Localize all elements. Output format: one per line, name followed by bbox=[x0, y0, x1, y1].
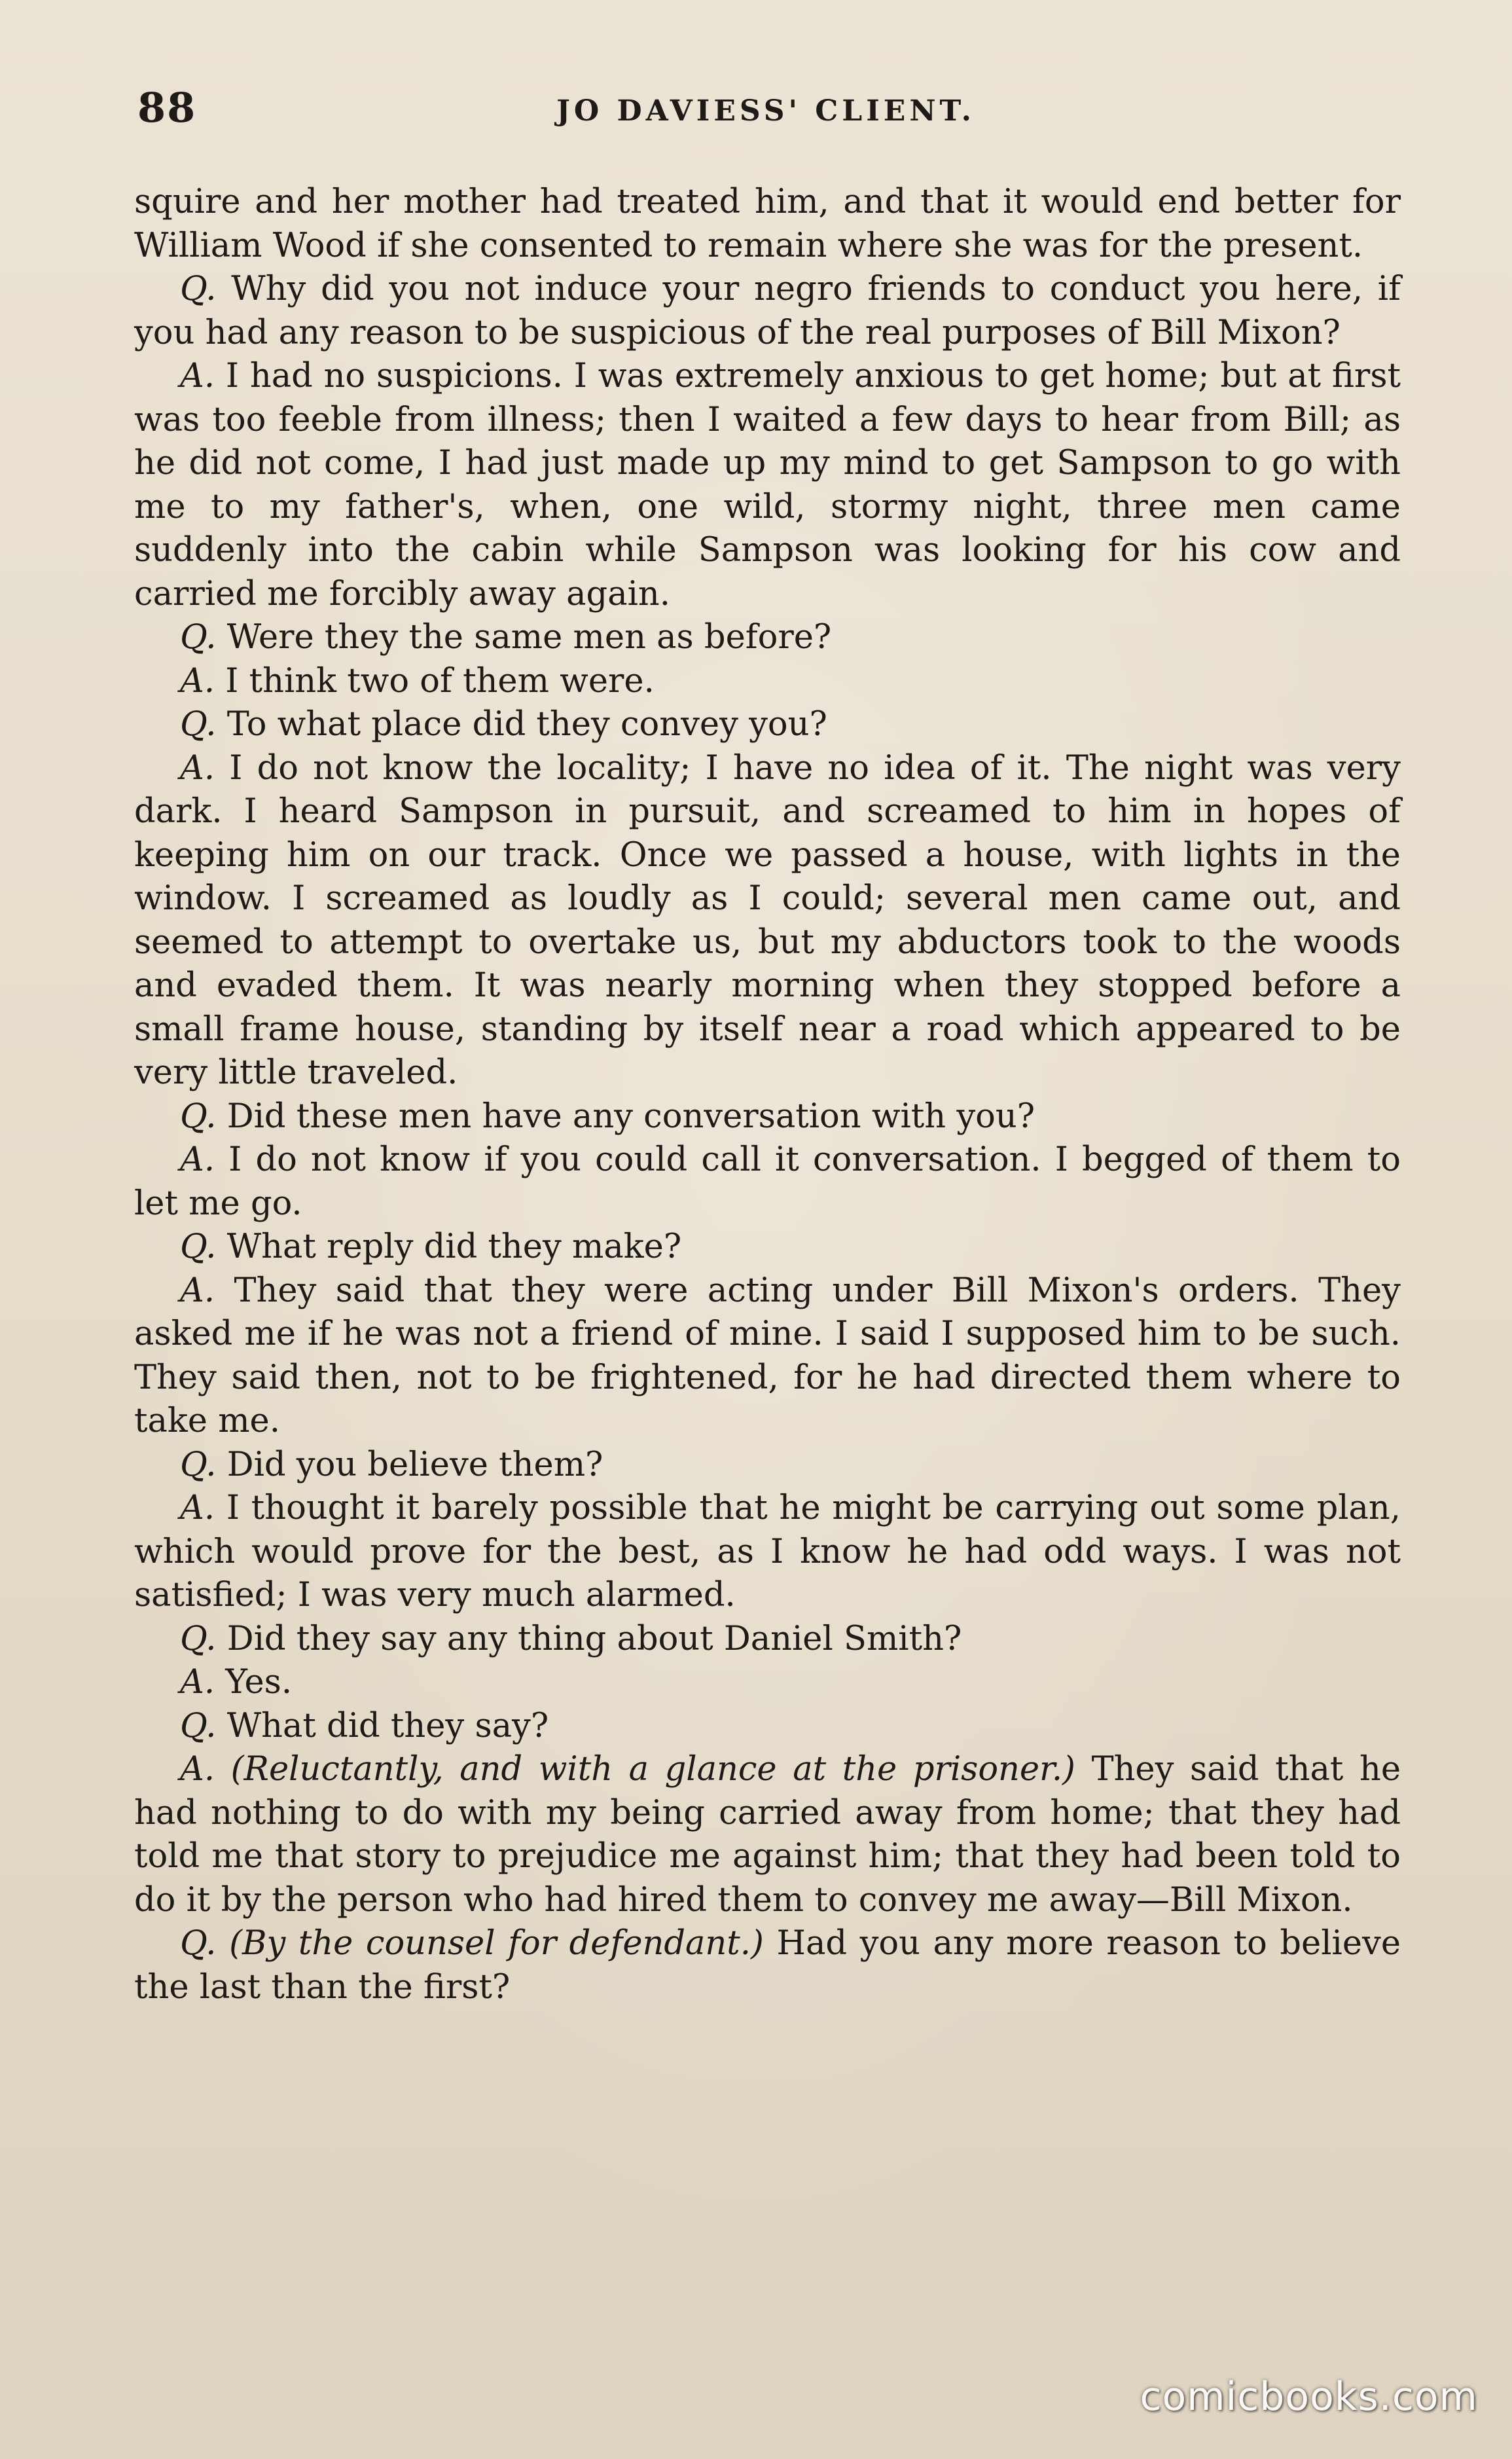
paragraph bbox=[134, 1748, 1401, 1922]
paragraph bbox=[134, 181, 1401, 268]
paragraph bbox=[134, 660, 1401, 704]
paragraph bbox=[134, 355, 1401, 616]
paragraph bbox=[134, 747, 1401, 1095]
body-text bbox=[134, 181, 1401, 2009]
speaker-label: A. bbox=[180, 1663, 215, 1702]
speaker-label: A. bbox=[180, 1750, 215, 1789]
page-header bbox=[124, 84, 1407, 136]
speaker-label: Q. bbox=[180, 1924, 217, 1963]
paragraph-text: They said that they were acting under Bill Mixon's orders. They asked me if he was not a friend of mine. I said I supposed him to be such. They said then, not to be frightened, for he had directed them where to take me. bbox=[134, 1271, 1401, 1440]
paragraph-text: Had you any more reason to believe the last than the first? bbox=[134, 1924, 1401, 2007]
paragraph-text: Did they say any thing about Daniel Smith? bbox=[226, 1619, 962, 1658]
speaker-label: Q. bbox=[180, 1619, 217, 1658]
paragraph bbox=[134, 1705, 1401, 1749]
paragraph-text: They said that he had nothing to do with my being carried away from home; that they had told me that story to prejudice me against him; that they had been told to do it by the person who had hired them to convey me away—Bill Mixon. bbox=[134, 1750, 1401, 1920]
page-number: 88 bbox=[137, 84, 197, 132]
speaker-label: Q. bbox=[180, 1097, 217, 1136]
speaker-label: A. bbox=[180, 661, 215, 701]
speaker-label: Q. bbox=[180, 618, 217, 657]
paragraph-text: Were they the same men as before? bbox=[226, 618, 832, 657]
paragraph-text: I think two of them were. bbox=[225, 661, 655, 701]
paragraph-text: Why did you not induce your negro friends to conduct you here, if you had any reason to be suspicious of the real purposes of Bill Mixon? bbox=[134, 270, 1401, 352]
speaker-label: Q. bbox=[180, 1228, 217, 1266]
paragraph-text: Did you believe them? bbox=[226, 1445, 603, 1484]
speaker-label: Q. bbox=[180, 270, 217, 308]
speaker-label: A. bbox=[180, 1489, 215, 1527]
speaker-label: Q. bbox=[180, 1706, 217, 1745]
stage-aside: (Reluctantly, and with a glance at the prisoner.) bbox=[230, 1750, 1075, 1789]
paragraph bbox=[134, 616, 1401, 660]
paragraph bbox=[134, 1138, 1401, 1226]
paragraph bbox=[134, 1095, 1401, 1139]
speaker-label: A. bbox=[180, 357, 215, 395]
stage-aside: (By the counsel for defendant.) bbox=[229, 1924, 764, 1963]
paragraph bbox=[134, 1444, 1401, 1487]
paragraph-text: I thought it barely possible that he might be carrying out some plan, which would prove for the best, as I know he had odd ways. I was not satisfied; I was very much alarmed. bbox=[134, 1489, 1401, 1614]
paragraph-text: I do not know if you could call it conversation. I begged of them to let me go. bbox=[134, 1140, 1401, 1223]
paragraph bbox=[134, 1618, 1401, 1662]
speaker-label: A. bbox=[180, 748, 215, 788]
paragraph-text: What reply did they make? bbox=[226, 1228, 682, 1266]
speaker-label: A. bbox=[180, 1140, 215, 1179]
running-head: JO DAVIESS' CLIENT. bbox=[556, 94, 975, 128]
paragraph-text: To what place did they convey you? bbox=[226, 705, 827, 744]
paragraph bbox=[134, 1922, 1401, 2009]
paragraph bbox=[134, 1226, 1401, 1269]
paragraph-text: I do not know the locality; I have no idea of it. The night was very dark. I heard Sampson in pursuit, and screamed to him in hopes of keeping him on our track. Once we passed a house, with lights in the window. I screamed as loudly as I could; several men came out, and seemed to attempt to overtake us, but my abductors took to the woods and evaded them. It was nearly morning when they stopped before a small frame house, standing by itself near a road which appeared to be very little traveled. bbox=[134, 748, 1401, 1092]
paragraph bbox=[134, 703, 1401, 747]
watermark-logo: comicbooks.com bbox=[1140, 2374, 1478, 2420]
paragraph-text: Yes. bbox=[225, 1663, 293, 1702]
paragraph bbox=[134, 268, 1401, 355]
paragraph-text: squire and her mother had treated him, and that it would end better for William Wood if she consented to remain where she was for the present. bbox=[134, 183, 1401, 265]
paragraph bbox=[134, 1661, 1401, 1705]
paragraph-text: What did they say? bbox=[226, 1706, 549, 1745]
speaker-label: Q. bbox=[180, 1445, 217, 1484]
speaker-label: Q. bbox=[180, 705, 217, 744]
paragraph-text: Did these men have any conversation with you? bbox=[226, 1097, 1035, 1136]
paragraph-text: I had no suspicions. I was extremely anxious to get home; but at first was too feeble from illness; then I waited a few days to hear from Bill; as he did not come, I had just made up my mind to get Sampson to go with me to my father's, when, one wild, stormy night, three men came suddenly into the cabin while Sampson was looking for his cow and carried me forcibly away again. bbox=[134, 357, 1401, 613]
speaker-label: A. bbox=[180, 1271, 215, 1310]
paragraph bbox=[134, 1269, 1401, 1444]
paragraph bbox=[134, 1487, 1401, 1618]
